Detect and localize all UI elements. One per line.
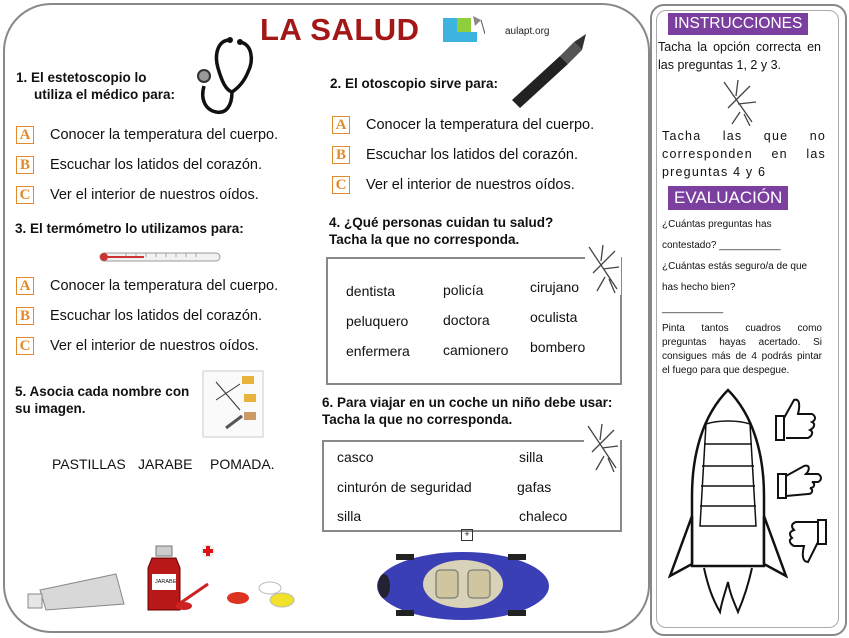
q1-option-b[interactable] — [16, 150, 316, 180]
car-icon — [374, 544, 552, 626]
q3-option-b[interactable] — [16, 301, 316, 331]
q5-word-pastillas: PASTILLAS — [52, 456, 126, 472]
instructions-text-2: Tacha las que no corresponden en las preguntas 4 y 6 — [662, 129, 826, 179]
thumbs-sideways-icon — [776, 460, 824, 504]
q2-option-c[interactable] — [332, 170, 632, 200]
evaluation-label: EVALUACIÓN — [668, 186, 788, 210]
cross-out-mark-icon — [584, 422, 620, 474]
stethoscope-icon — [196, 34, 258, 116]
q4-word-policia[interactable]: policía — [443, 282, 484, 298]
q3-title: 3. El termómetro lo utilizamos para: — [15, 221, 244, 236]
thumbs-up-icon — [772, 394, 818, 444]
q5-word-pomada: POMADA. — [210, 456, 275, 472]
q2-option-a[interactable] — [332, 110, 632, 140]
pills-icon — [226, 580, 296, 610]
otoscope-icon — [508, 32, 590, 110]
q4-word-dentista[interactable]: dentista — [346, 283, 396, 299]
q4-word-peluquero[interactable]: peluquero — [346, 313, 409, 329]
option-letter-box: B — [16, 307, 34, 325]
option-letter-box: C — [16, 186, 34, 204]
thermometer-icon — [96, 249, 224, 265]
q6-title-line1: 6. Para viajar en un coche un niño debe usar: — [322, 395, 613, 410]
pt-aula-logo — [441, 14, 485, 46]
q1-option-c[interactable] — [16, 180, 316, 210]
q3-options — [16, 271, 316, 361]
option-letter-box: C — [16, 337, 34, 355]
eval-answer-line: ___________ — [662, 303, 724, 314]
option-letter-box: A — [16, 277, 34, 295]
q1-options — [16, 120, 316, 210]
eval-question-1a: ¿Cuántas preguntas has — [662, 219, 772, 230]
q6-word-gafas[interactable]: gafas — [517, 479, 552, 495]
instructions-text-1: Tacha la opción correcta en las preguntas 1, 2 y 3. — [658, 40, 821, 72]
thumbs-down-icon — [784, 516, 830, 568]
option-text: Conocer la temperatura del cuerpo. — [50, 127, 279, 143]
q4-title — [329, 215, 553, 248]
q1-option-a[interactable] — [16, 120, 316, 150]
option-letter-box: B — [332, 146, 350, 164]
q5-word-jarabe: JARABE — [138, 456, 193, 472]
q6-title — [322, 395, 612, 428]
q4-word-doctora[interactable]: doctora — [443, 312, 490, 328]
q1-title — [16, 70, 175, 103]
q6-word-cinturon[interactable]: cinturón de seguridad — [337, 479, 472, 495]
page-title: LA SALUD — [260, 12, 420, 47]
site-url: aulapt.org — [505, 26, 550, 37]
option-text: Conocer la temperatura del cuerpo. — [50, 278, 279, 294]
cross-out-mark-icon — [585, 243, 621, 295]
eval-question-2a: ¿Cuántas estás seguro/a de que — [662, 261, 808, 272]
q2-option-b[interactable] — [332, 140, 632, 170]
q4-word-oculista[interactable]: oculista — [530, 309, 578, 325]
option-text: Escuchar los latidos del corazón. — [50, 308, 262, 324]
evaluation-text: Pinta tantos cuadros como preguntas hayas acertado. Si consigues más de 4 podrás pintar el fuego para que despegue. — [662, 323, 822, 376]
q4-title-line1: 4. ¿Qué personas cuidan tu salud? — [329, 215, 554, 230]
q1-title-line2: utiliza el médico para: — [34, 86, 176, 102]
q4-word-enfermera[interactable]: enfermera — [346, 343, 410, 359]
q5-title — [15, 384, 189, 417]
q5-title-line2: su imagen. — [15, 400, 86, 416]
matching-exercise-thumbnail — [202, 370, 264, 438]
option-text: Ver el interior de nuestros oídos. — [366, 177, 575, 193]
jarabe-label: JARABE — [155, 579, 177, 585]
q3-option-a[interactable] — [16, 271, 316, 301]
option-text: Conocer la temperatura del cuerpo. — [366, 117, 595, 133]
option-text: Ver el interior de nuestros oídos. — [50, 338, 259, 354]
option-text: Escuchar los latidos del corazón. — [50, 157, 262, 173]
q4-word-cirujano[interactable]: cirujano — [530, 279, 580, 295]
evaluation-questions — [662, 214, 832, 319]
ointment-tube-icon — [26, 568, 128, 618]
option-letter-box: C — [332, 176, 350, 194]
option-text: Ver el interior de nuestros oídos. — [50, 187, 259, 203]
option-letter-box: B — [16, 156, 34, 174]
red-cross-icon — [201, 544, 215, 558]
q2-title: 2. El otoscopio sirve para: — [330, 76, 499, 91]
rocket-icon — [668, 386, 788, 616]
cross-out-mark-icon — [720, 78, 758, 126]
q4-title-line2: Tacha la que no corresponda. — [329, 231, 520, 247]
option-text: Escuchar los latidos del corazón. — [366, 147, 578, 163]
option-letter-box: A — [332, 116, 350, 134]
q4-word-bombero[interactable]: bombero — [530, 339, 586, 355]
eval-question-2b: has hecho bien? — [662, 282, 736, 293]
q2-options — [332, 110, 632, 200]
q5-title-line1: 5. Asocia cada nombre con — [15, 384, 190, 399]
q6-word-casco[interactable]: casco — [337, 449, 374, 465]
eval-question-1b: contestado? ___________ — [662, 240, 781, 251]
q6-title-line2: Tacha la que no corresponda. — [322, 411, 513, 427]
q6-word-silla-2[interactable]: silla — [337, 508, 362, 524]
q1-title-line1: 1. El estetoscopio lo — [16, 70, 147, 85]
expand-handle-icon[interactable]: + — [461, 529, 473, 541]
q4-word-camionero[interactable]: camionero — [443, 342, 509, 358]
option-letter-box: A — [16, 126, 34, 144]
instructions-label: INSTRUCCIONES — [668, 13, 808, 35]
q3-option-c[interactable] — [16, 331, 316, 361]
q6-word-chaleco[interactable]: chaleco — [519, 508, 568, 524]
q6-word-silla[interactable]: silla — [519, 449, 544, 465]
